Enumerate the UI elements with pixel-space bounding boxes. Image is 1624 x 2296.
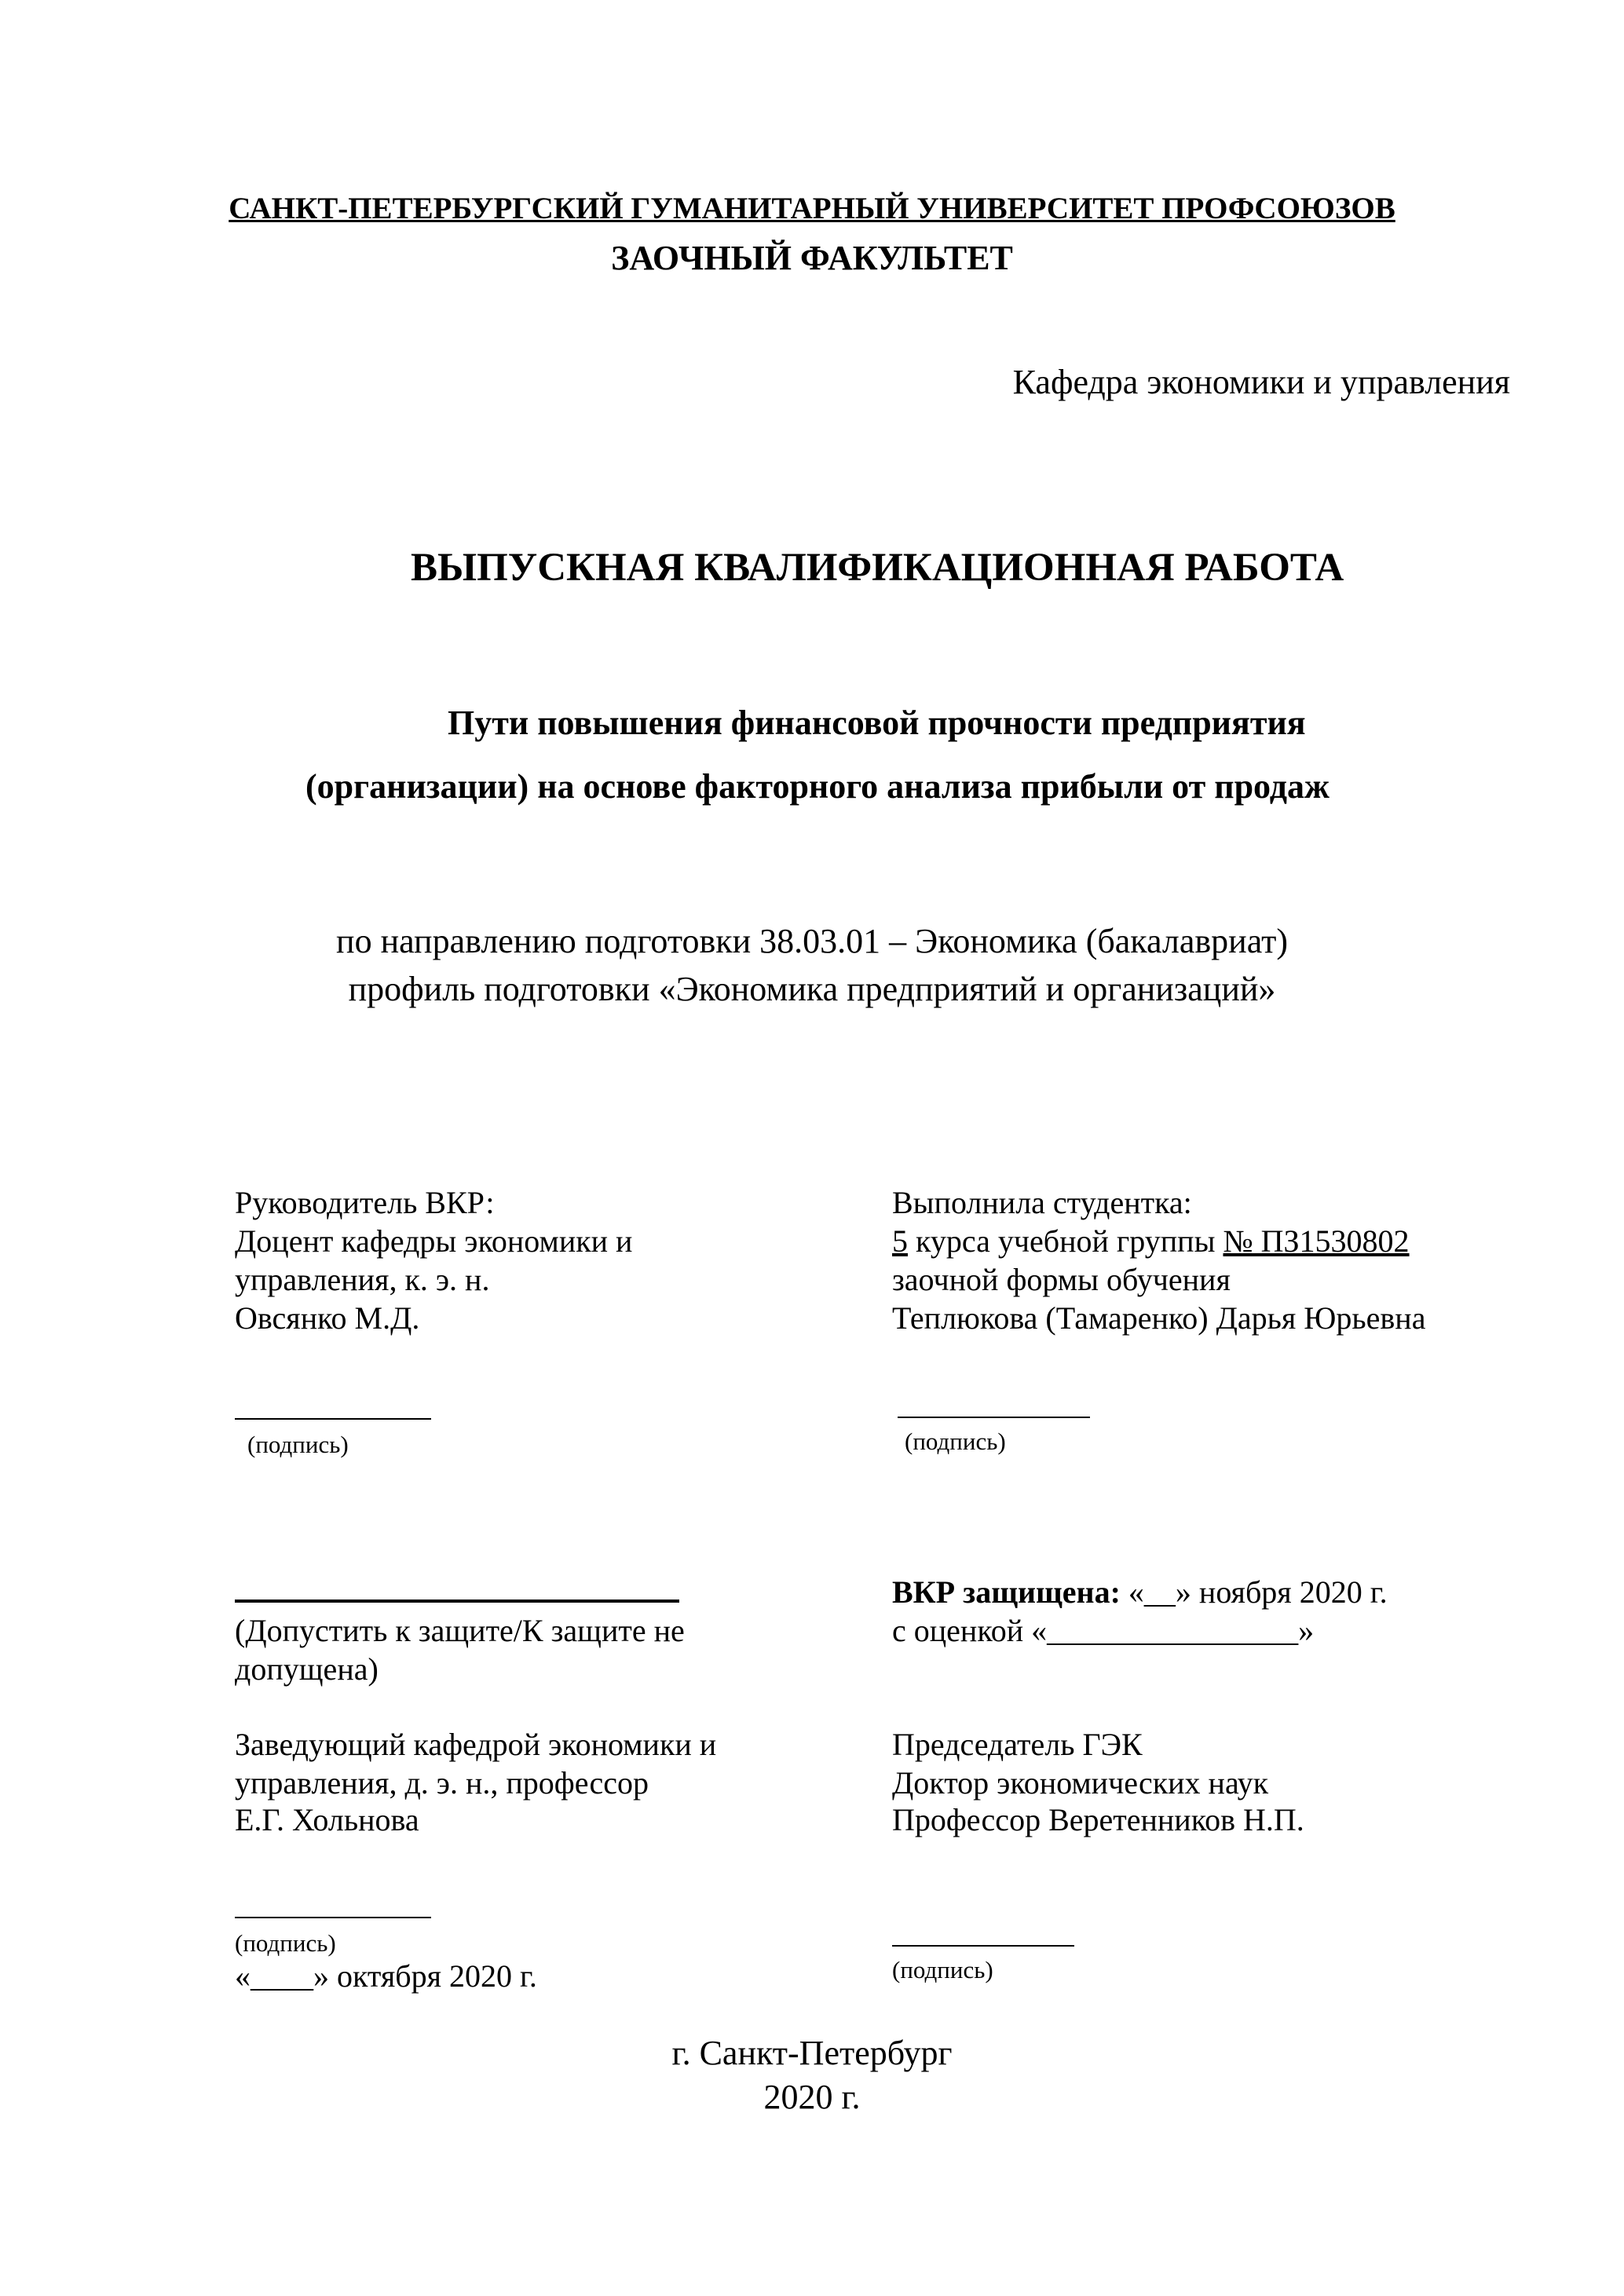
footer-city: г. Санкт-Петербург xyxy=(671,2034,953,2072)
student-form: заочной формы обучения xyxy=(892,1262,1231,1297)
student-name: Теплюкова (Тамаренко) Дарья Юрьевна xyxy=(892,1300,1426,1336)
defense-date: «__» ноября 2020 г. xyxy=(1120,1574,1388,1610)
footer-year: 2020 г. xyxy=(763,2078,861,2116)
head-line-1: Заведующий кафедрой экономики и xyxy=(235,1727,717,1762)
chair-signature-caption: (подпись) xyxy=(892,1956,993,1983)
supervisor-signature-caption: (подпись) xyxy=(247,1431,349,1458)
student-course: 5 xyxy=(892,1223,908,1259)
student-label: Выполнила студентка: xyxy=(892,1185,1192,1220)
defense-grade: с оценкой «________________» xyxy=(892,1613,1315,1648)
chair-name: Профессор Веретенников Н.П. xyxy=(892,1802,1304,1837)
document-title: ВЫПУСКНАЯ КВАЛИФИКАЦИОННАЯ РАБОТА xyxy=(411,546,1344,590)
student-signature-line xyxy=(898,1417,1090,1418)
supervisor-label: Руководитель ВКР: xyxy=(235,1185,495,1220)
head-date: «____» октября 2020 г. xyxy=(235,1958,537,1994)
supervisor-position-1: Доцент кафедры экономики и xyxy=(235,1223,633,1259)
topic-line-1: Пути повышения финансовой прочности предприятия xyxy=(448,704,1306,742)
student-signature-caption: (подпись) xyxy=(905,1428,1006,1455)
defense-info xyxy=(892,1574,1388,1610)
head-signature-caption: (подпись) xyxy=(235,1929,336,1957)
department-name: Кафедра экономики и управления xyxy=(1012,363,1510,401)
admission-line-2: допущена) xyxy=(235,1651,379,1687)
admission-line-1: (Допустить к защите/К защите не xyxy=(235,1613,685,1648)
direction-line-1: по направлению подготовки 38.03.01 – Экономика (бакалавриат) xyxy=(336,922,1288,960)
direction-line-2: профиль подготовки «Экономика предприятий и организаций» xyxy=(348,970,1276,1008)
supervisor-signature-line xyxy=(235,1418,431,1420)
university-name: САНКТ-ПЕТЕРБУРГСКИЙ ГУМАНИТАРНЫЙ УНИВЕРСИТЕТ ПРОФСОЮЗОВ xyxy=(229,192,1395,225)
chair-line-2: Доктор экономических наук xyxy=(892,1765,1269,1801)
supervisor-name: Овсянко М.Д. xyxy=(235,1300,420,1336)
faculty-name: ЗАОЧНЫЙ ФАКУЛЬТЕТ xyxy=(611,239,1013,277)
supervisor-position-2: управления, к. э. н. xyxy=(235,1262,490,1297)
student-group: № ПЗ1530802 xyxy=(1223,1223,1410,1259)
head-line-2: управления, д. э. н., профессор xyxy=(235,1765,649,1801)
defense-label: ВКР защищена: xyxy=(892,1574,1121,1610)
head-signature-line xyxy=(235,1917,431,1918)
head-name: Е.Г. Хольнова xyxy=(235,1802,419,1837)
admission-line xyxy=(235,1600,679,1603)
topic-line-2: (организации) на основе факторного анализа прибыли от продаж xyxy=(305,767,1330,806)
student-course-group xyxy=(892,1223,1410,1259)
chair-signature-line xyxy=(892,1945,1074,1947)
student-course-text: курса учебной группы xyxy=(908,1223,1223,1259)
chair-line-1: Председатель ГЭК xyxy=(892,1727,1143,1762)
